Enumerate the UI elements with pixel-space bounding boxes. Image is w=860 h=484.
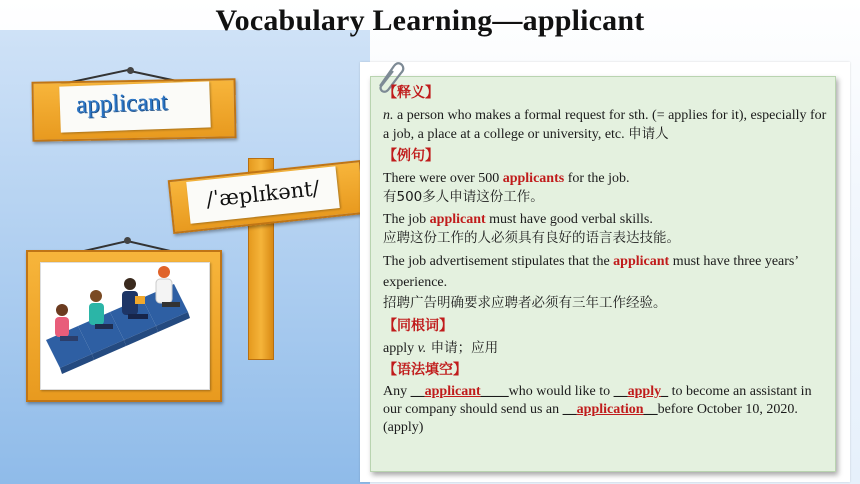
nail-icon xyxy=(127,67,134,74)
definition-english: a person who makes a formal request for sth. (= applies for it), especially for a job, a place at a college or university, etc. xyxy=(383,108,827,142)
example-translation: 招聘广告明确要求应聘者必须有三年工作经验。 xyxy=(383,295,667,311)
example-keyword: applicants xyxy=(502,171,565,186)
blank-answer: application xyxy=(576,402,644,417)
cognate-meaning: 申请；应用 xyxy=(426,340,499,356)
example-text: for the job. xyxy=(564,171,630,186)
example-text: must have three years’ experience. xyxy=(383,254,798,290)
example-keyword: applicant xyxy=(613,254,670,269)
definition-chinese: 申请人 xyxy=(628,126,669,142)
cognate-entry xyxy=(383,339,828,358)
phonetic-transcription: /ˈæplɪkənt/ xyxy=(205,176,321,212)
example-text: The job xyxy=(383,212,430,227)
grammar-heading: 【语法填空】 xyxy=(383,362,467,378)
blank-underline: __ xyxy=(410,384,425,399)
note-content xyxy=(383,84,828,440)
example-sentence xyxy=(383,210,828,248)
cognate-word: apply xyxy=(383,341,418,356)
blank-underline: ____ xyxy=(480,384,509,399)
example-text: must have good verbal skills. xyxy=(485,212,653,227)
grammar-exercise xyxy=(383,383,828,437)
example-text: The job advertisement stipulates that the xyxy=(383,254,614,269)
examples-heading: 【例句】 xyxy=(383,148,439,164)
blank-answer: apply xyxy=(627,384,662,399)
example-sentence xyxy=(383,251,828,314)
example-translation: 有500多人申请这份工作。 xyxy=(383,189,544,205)
definition-text xyxy=(383,106,828,144)
example-sentence xyxy=(383,169,828,207)
blank-underline: __ xyxy=(562,402,577,417)
blank-underline: _ xyxy=(661,384,669,399)
part-of-speech: n. xyxy=(383,108,394,123)
page-title: Vocabulary Learning—applicant xyxy=(215,4,645,37)
exercise-text: Any xyxy=(383,384,411,399)
cognates-heading: 【同根词】 xyxy=(383,318,453,334)
blank-underline: __ xyxy=(643,402,658,417)
definition-heading: 【释义】 xyxy=(383,85,439,101)
blank-underline: __ xyxy=(613,384,628,399)
exercise-text: to become an assistant in our company should send us an xyxy=(383,384,812,417)
example-keyword: applicant xyxy=(429,212,486,227)
blank-answer: applicant xyxy=(424,384,481,399)
example-translation: 应聘这份工作的人必须具有良好的语言表达技能。 xyxy=(383,230,680,246)
exercise-text: before October 10, 2020. (apply) xyxy=(383,402,798,435)
example-text: There were over 500 xyxy=(383,171,503,186)
exercise-text: who would like to xyxy=(508,384,614,399)
vocabulary-word: applicant xyxy=(75,88,169,119)
nail-icon xyxy=(124,237,131,244)
waiting-people-illustration xyxy=(40,262,208,388)
cognate-pos: v. xyxy=(417,341,427,356)
